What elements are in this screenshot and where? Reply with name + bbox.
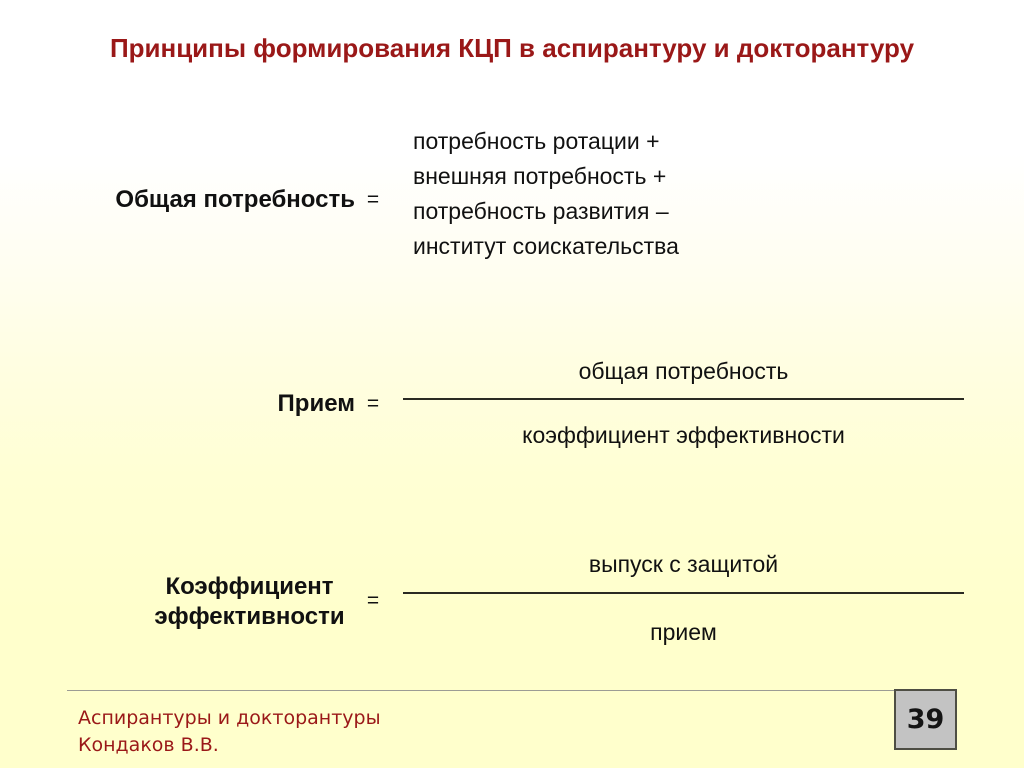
footer-credit-line2: Кондаков В.В. xyxy=(78,734,219,756)
footer-credit-line1: Аспирантуры и докторантуры xyxy=(78,707,381,729)
fraction-bar-efficiency xyxy=(403,592,964,594)
page-title: Принципы формирования КЦП в аспирантуру и докторантуру xyxy=(109,33,915,63)
formula-label-admission: Прием xyxy=(277,390,355,417)
formula-label-efficiency: Коэффициент эффективности xyxy=(154,573,345,630)
equals-sign-admission: = xyxy=(366,392,380,415)
sum-terms-total-demand xyxy=(413,124,679,264)
fraction-numerator-admission: общая потребность xyxy=(578,358,789,384)
fraction-bar-admission xyxy=(403,398,964,400)
sum-term-line: потребность ротации + xyxy=(413,128,660,154)
sum-term-line: институт соискательства xyxy=(413,233,679,259)
footer-divider xyxy=(67,690,894,691)
equals-sign-efficiency: = xyxy=(366,589,380,612)
sum-term-line: внешняя потребность + xyxy=(413,163,667,189)
equals-sign-total-demand: = xyxy=(366,188,380,211)
formula-label-total-demand: Общая потребность xyxy=(115,186,355,213)
fraction-denominator-efficiency: прием xyxy=(650,619,717,645)
fraction-numerator-efficiency: выпуск с защитой xyxy=(588,551,779,577)
page-number: 39 xyxy=(906,704,945,735)
fraction-denominator-admission: коэффициент эффективности xyxy=(522,422,845,448)
sum-term-line: потребность развития – xyxy=(413,198,669,224)
footer-credits xyxy=(78,705,381,759)
page-number-badge xyxy=(894,689,957,750)
